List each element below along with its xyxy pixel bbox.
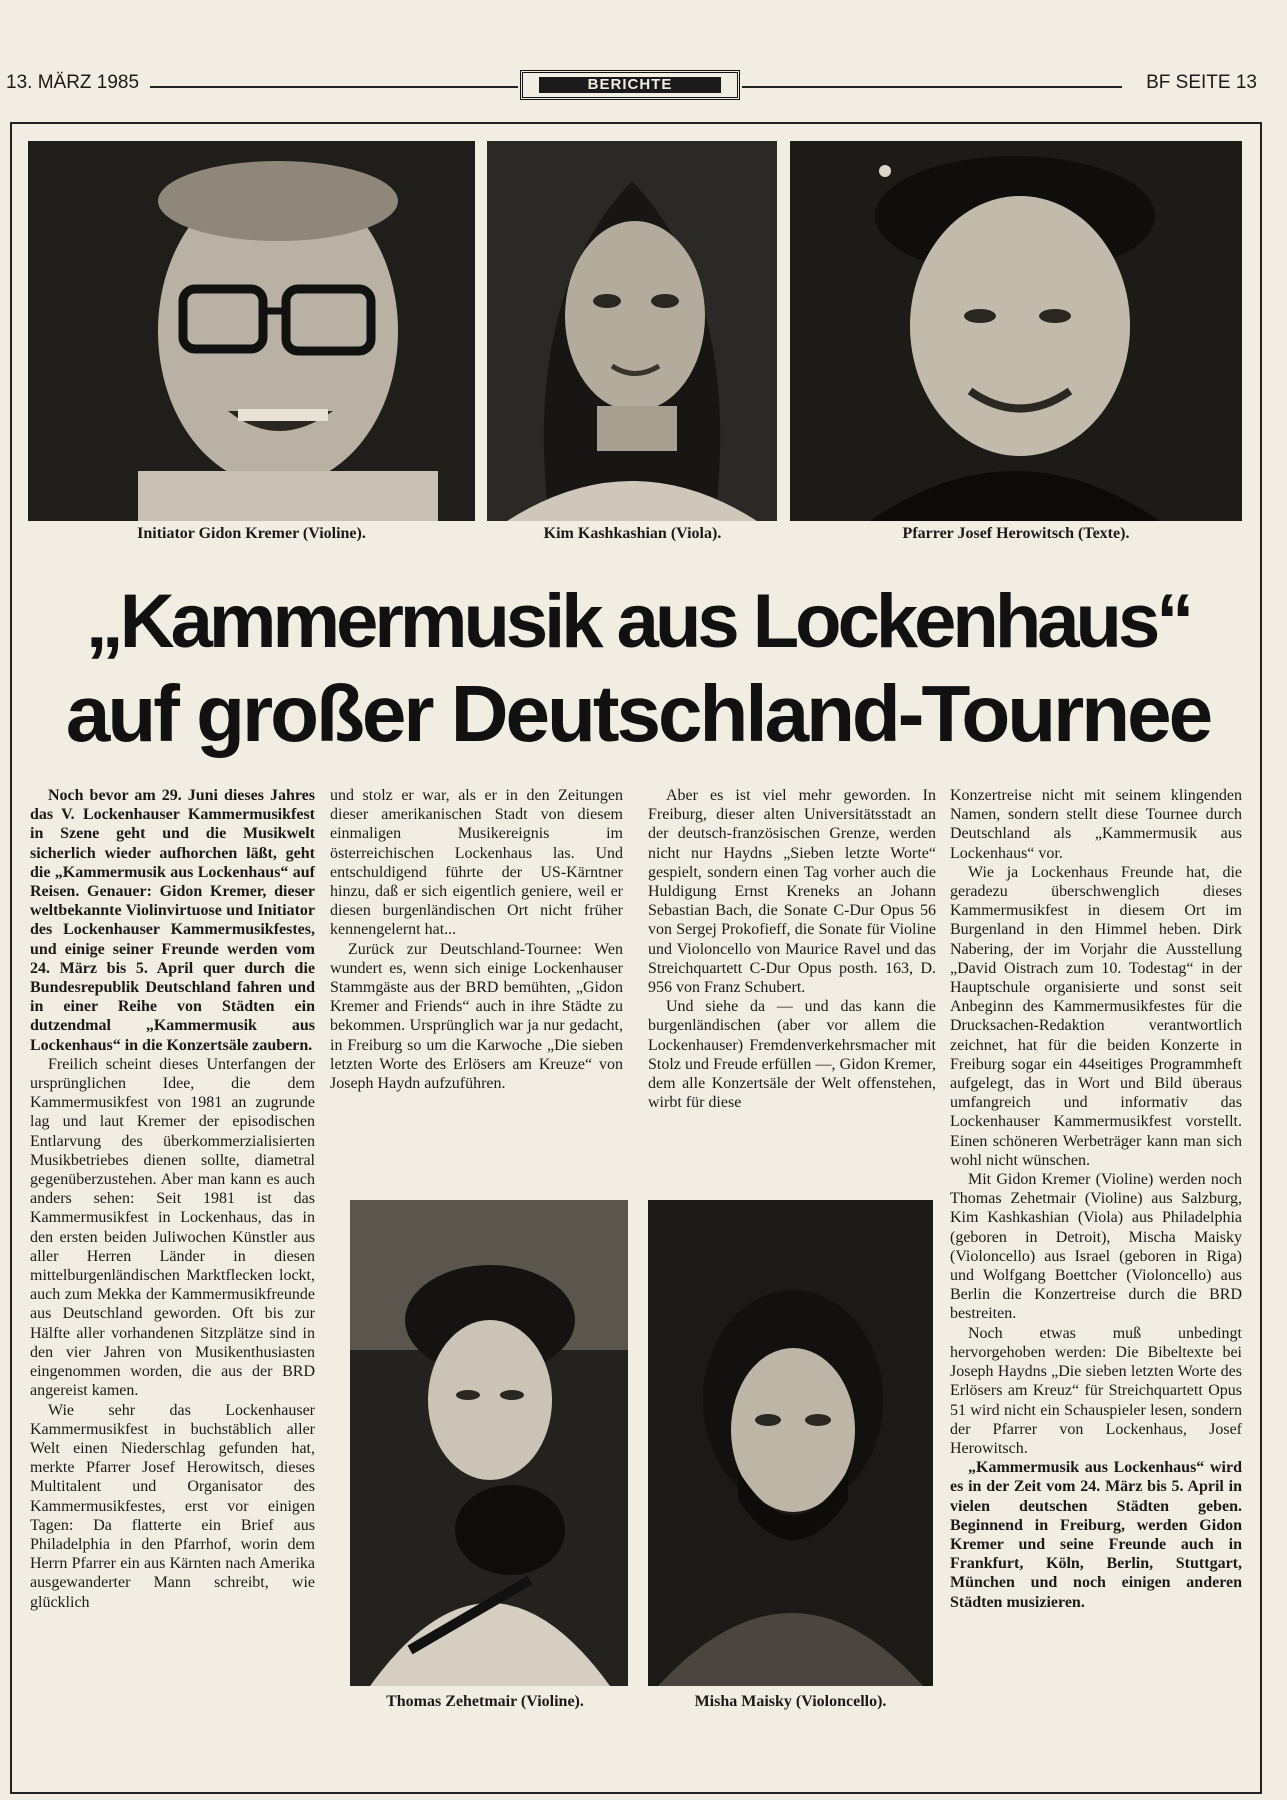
issue-date: 13. MÄRZ 1985 [6, 72, 140, 93]
article-paragraph: Aber es ist viel mehr geworden. In Freiburg, dieser alten Universitätsstadt an der deutsch-französischen Grenze, werden nicht nur Haydns „Sieben letzte Worte“ gespielt, sondern einen Tag vorher auch die Huldigung Ernst Kreneks an Johann Sebastian Bach, die Sonate C-Dur Opus 56 von Sergej Prokofieff, die Sonate für Violine und Violoncello von Maurice Ravel und das Streichquartett C-Dur Opus posth. 163, D. 956 von Franz Schubert. [648, 787, 936, 997]
headline-line-2: auf großer Deutschland-Tournee [65, 669, 1211, 758]
section-label: BERICHTE [539, 77, 721, 93]
caption-kim-kashkashian: Kim Kashkashian (Viola). [543, 525, 722, 542]
article-column-1 [30, 786, 315, 1612]
photo-thomas-zehetmair [350, 1200, 628, 1686]
article-paragraph: Noch bevor am 29. Juni dieses Jahres das V. Lockenhauser Kammermusikfest in Szene geht und die Musikwelt sicherlich wieder aufhorchen läßt, geht die „Kammermusik aus Lockenhaus“ auf Reisen. Genauer: Gidon Kremer, dieser weltbekannte Violinvirtuose und Initiator des Lockenhauser Kammermusikfestes, und einige seiner Freunde werden vom 24. März bis 5. April quer durch die Bundesrepublik Deutschland fahren und in einer Reihe von Städten ein dutzendmal „Kammermusik aus Lockenhaus“ in die Konzertsäle zaubern. [30, 787, 315, 1054]
photo-gidon-kremer [28, 141, 475, 521]
header-rule-left [150, 86, 518, 88]
page-header [0, 70, 1287, 100]
article-column-2 [330, 786, 623, 1093]
header-rule-right [742, 86, 1122, 88]
article-paragraph: Konzertreise nicht mit seinem klingenden Namen, sondern stellt diese Tournee durch Deutschland als „Kammermusik aus Lockenhaus“ vor. [950, 787, 1242, 862]
photo-kim-kashkashian [487, 141, 777, 521]
caption-misha-maisky: Misha Maisky (Violoncello). [694, 1693, 887, 1710]
photo-misha-maisky [648, 1200, 933, 1686]
article-paragraph: Wie sehr das Lockenhauser Kammermusikfest in buchstäblich aller Welt einen Niederschlag gefunden hat, merkte Pfarrer Josef Herowitsch, dieses Multitalent und Organisator des Kammermusikfestes, erst vor einigen Tagen: Da flatterte ein Brief aus Philadelphia in den Pfarrhof, worin dem Herrn Pfarrer ein aus Kärnten nach Amerika ausgewanderter Mann schreibt, wie glücklich [30, 1401, 315, 1611]
article-paragraph: Noch etwas muß unbedingt hervorgehoben werden: Die Bibeltexte bei Joseph Haydns „Die sieben letzten Worte des Erlösers am Kreuz“ für Streichquartett Opus 51 wird nicht ein Schauspieler lesen, sondern der Pfarrer von Lockenhaus, Josef Herowitsch. [950, 1324, 1242, 1457]
article-column-4 [950, 786, 1242, 1612]
article-paragraph: Wie ja Lockenhaus Freunde hat, die geradezu überschwenglich dieses Kammermusikfest in diesem Ort im Burgenland in den Himmel heben. Dirk Nabering, der im Vorjahr die Ausstellung „David Oistrach zum 10. Todestag“ in der Hauptschule organisierte und sonst seit Anbeginn des Kammermusikfestes für die Drucksachen-Redaktion verantwortlich zeichnet, hat für die beiden Konzerte in Freiburg sogar ein 44seitiges Programmheft aufgelegt, das in Wort und Bild überaus umfangreich und informativ das Lockenhauser Kammermusikfest vorstellt. Einen schöneren Werbeträger kann man sich wohl nicht wünschen. [950, 863, 1242, 1169]
article-paragraph: „Kammermusik aus Lockenhaus“ wird es in der Zeit vom 24. März bis 5. April in vielen deutschen Städten geben. Beginnend in Freiburg, werden Gidon Kremer und seine Freunde auch in Frankfurt, Köln, Berlin, Stuttgart, München und noch einigen anderen Städten musizieren. [950, 1459, 1242, 1611]
caption-josef-herowitsch: Pfarrer Josef Herowitsch (Texte). [902, 525, 1130, 542]
headline-line-1: „Kammermusik aus Lockenhaus“ [85, 579, 1191, 664]
article-paragraph: und stolz er war, als er in den Zeitungen dieser amerikanischen Stadt von diesem einmaligen Musikereignis im österreichischen Lockenhaus las. Und entschuldigend führte der US-Kärntner hinzu, daß er sich eigentlich geniere, weil er diesen burgenländischen Ort nicht früher kennengelernt hat... [330, 787, 623, 939]
article-paragraph: Und siehe da — und das kann die burgenländischen (aber vor allem die Lockenhauser) Fremdenverkehrsmacher mit Stolz und Freude erfüllen —, Gidon Kremer, dem alle Konzertsäle der Welt offenstehen, wirbt für diese [648, 998, 936, 1112]
article-paragraph: Freilich scheint dieses Unterfangen der ursprünglichen Idee, die dem Kammermusikfest von 1981 an zugrunde lag und laut Kremer der episodischen Entlarvung des überkommerzialisierten Musikbetriebes dienen sollte, diametral gegenüberzustehen. Aber man kann es auch anders sehen: Seit 1981 ist das Kammermusikfest in Lockenhaus, das in den ersten beiden Juliwochen Künstler aus aller Herren Länder in diesen mittelburgenländischen Marktflecken lockt, auch zum Mekka der Kammermusikfreunde aus Deutschland geworden. Oft bis zur Hälfte aller vorhandenen Sitzplätze sind in den vier Jahren von Musikenthusiasten eingenommen worden, die aus der BRD angereist kamen. [30, 1055, 315, 1400]
caption-thomas-zehetmair: Thomas Zehetmair (Violine). [386, 1693, 584, 1710]
article-paragraph: Zurück zur Deutschland-Tournee: Wen wundert es, wenn sich einige Lockenhauser Stammgäste aus der BRD bemühten, „Gidon Kremer and Friends“ auch in ihre Städte zu bekommen. Ursprünglich war ja nur gedacht, in Freiburg so um die Karwoche „Die sieben letzten Worte des Erlösers am Kreuze“ von Joseph Haydn aufzuführen. [330, 940, 623, 1093]
section-label-box [520, 70, 740, 100]
page-number: BF SEITE 13 [1146, 72, 1257, 93]
article-column-3 [648, 786, 936, 1112]
photo-josef-herowitsch [790, 141, 1242, 521]
caption-gidon-kremer: Initiator Gidon Kremer (Violine). [137, 525, 366, 542]
article-paragraph: Mit Gidon Kremer (Violine) werden noch Thomas Zehetmair (Violine) aus Salzburg, Kim Kashkashian (Viola) aus Philadelphia (geboren in Detroit), Mischa Maisky (Violoncello) aus Israel (geboren in Riga) und Wolfgang Boettcher (Violoncello) aus Berlin die Konzertreise durch die BRD bestreiten. [950, 1171, 1242, 1323]
